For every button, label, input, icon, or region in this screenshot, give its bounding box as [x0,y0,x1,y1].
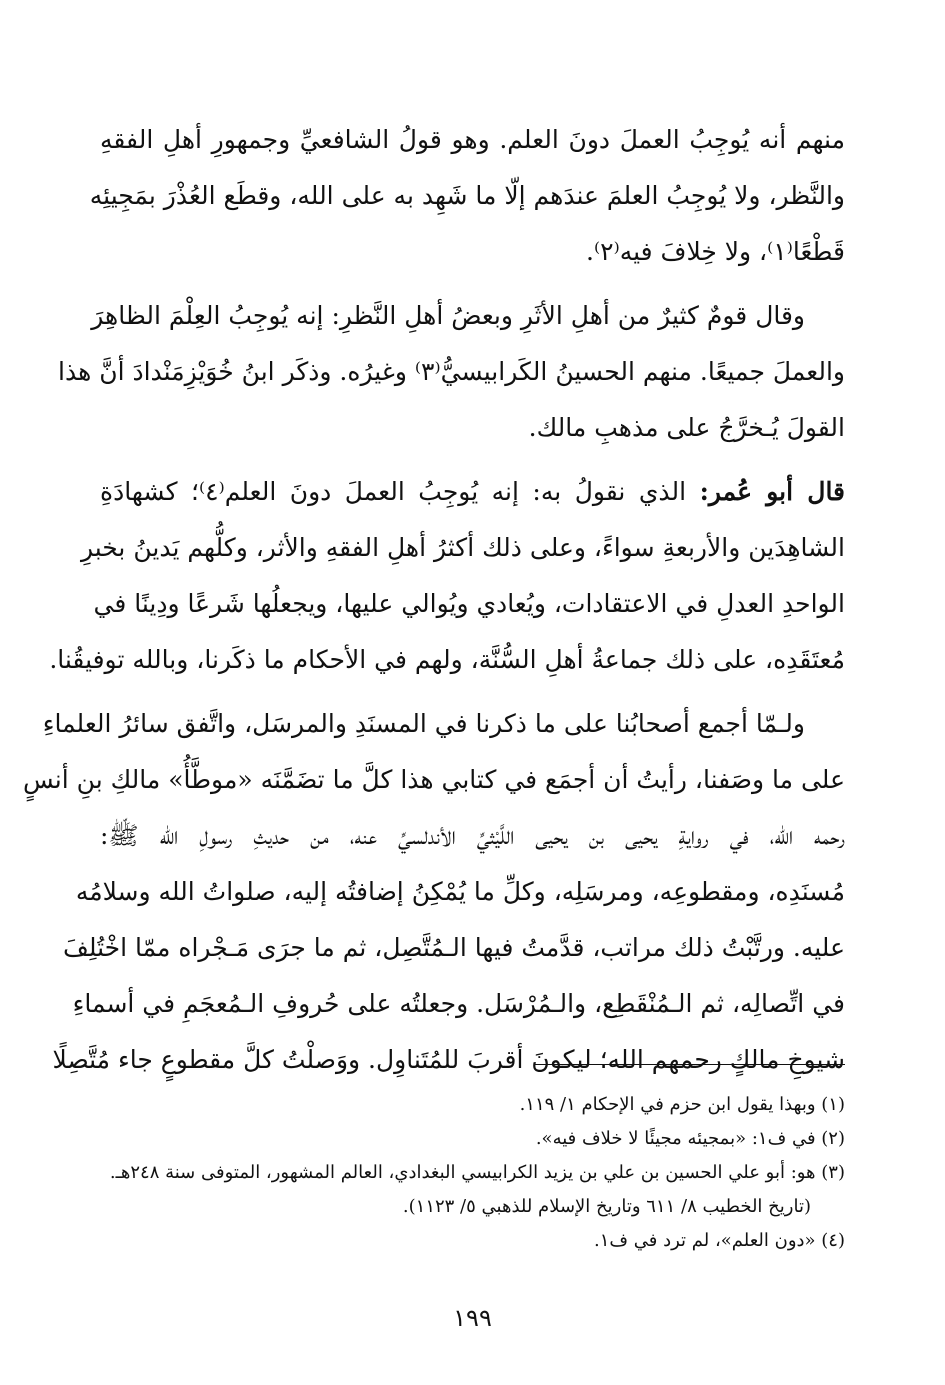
text-line: القولَ يُـخرَّجُ على مذهبِ مالك. [528,413,845,442]
text-line: وقال قومٌ كثيرٌ من أهلِ الأثَرِ وبعضُ أهلِ النَّظرِ: إنه يُوجِبُ العِلْمَ الظاهِرَ [91,301,805,330]
text-line: رحمه الله، في روايةِ يحيى بن يحيى اللَّيْثيِّ الأندلسيِّ عنه، من حديثِ رسولِ الله ﷺ: [100,821,845,850]
author-lead: قال أبو عُمر: [699,477,846,506]
text-line: مُعتَقَدِه، على ذلك جماعةُ أهلِ السُّنَّة، ولهم في الأحكام ما ذكَرنا، وبالله توفيقُنا. [49,645,845,674]
text-line: والعملَ جميعًا. منهم الحسينُ الكَرابيسيُّ⁽٣⁾ وغيرُه. وذكَر ابنُ خُوَيْزِمَنْدادَ أنَّ هذا [58,357,845,386]
text-line: والنَّظر، ولا يُوجِبُ العلمَ عندَهم إلّا ما شَهِد به على الله، وقطَع العُذْرَ بمَجِيئِه [89,181,845,210]
footnote-1: (١) وبهذا يقول ابن حزم في الإحكام ١/ ١١٩. [519,1094,845,1115]
text-line: منهم أنه يُوجِبُ العملَ دونَ العلم. وهو قولُ الشافعيِّ وجمهورِ أهلِ الفقهِ [100,125,845,154]
text-line: على ما وصَفنا، رأيتُ أن أجمَع في كتابي هذا كلَّ ما تضَمَّنَه «موطَّأُ» مالكِ بنِ أنسٍ [22,765,845,794]
text-line: قَطْعًا⁽١⁾، ولا خِلافَ فيه⁽٢⁾. [586,237,845,266]
text-line: الشاهِدَين والأربعةِ سواءً، وعلى ذلك أكثرُ أهلِ الفقهِ والأثر، وكلُّهم يَدينُ بخبرِ [80,533,845,562]
footnote-3-continued: (تاريخ الخطيب ٨/ ٦١١ وتاريخ الإسلام للذهبي ٥/ ١١٢٣). [402,1196,811,1217]
footnote-4: (٤) «دون العلم»، لم ترد في ف١. [593,1230,845,1251]
text-line: ولـمّا أجمع أصحابُنا على ما ذكرنا في المسنَدِ والمرسَل، واتَّفق سائرُ العلماءِ [42,709,805,738]
text-line: شيوخِ مالكٍ رحمهم الله؛ ليكونَ أقربَ للمُتَناوِل. ووَصلْتُ كلَّ مقطوعٍ جاء مُتَّصِلًا [52,1045,845,1074]
footnotes [100,1088,845,1258]
text-span: الذي نقولُ به: إنه يُوجِبُ العملَ دونَ العلم⁽٤⁾؛ كشهادَةِ [100,477,700,506]
text-line: الواحدِ العدلِ في الاعتقادات، ويُعادي ويُوالي عليها، ويجعلُها شَرعًا ودِينًا في [93,589,845,618]
main-text [22,112,846,1088]
footnote-2: (٢) في ف١: «بمجيئه مجيئًا لا خلاف فيه». [535,1128,845,1149]
footnote-3: (٣) هو: أبو علي الحسين بن علي بن يزيد الكرابيسي البغدادي، العالم المشهور، المتوفى سنة ٢٤٨هـ. [109,1162,845,1183]
text-line: في اتِّصالِه، ثم الـمُنْقَطِع، والـمُرْسَل. وجعلتُه على حُروفِ الـمُعجَمِ في أسماءِ [72,989,845,1018]
text-line: مُسنَدِه، ومقطوعِه، ومرسَلِه، وكلِّ ما يُمْكِنُ إضافتُه إليه، صلواتُ الله وسلامُه [75,877,845,906]
text-line [100,464,845,520]
text-line: عليه. ورتَّبْتُ ذلك مراتب، قدَّمتُ فيها الـمُتَّصِل، ثم ما جرَى مَـجْراه ممّا اخْتُلِفَ [62,933,845,962]
page-number: ١٩٩ [453,1304,492,1332]
footnote-divider [535,1064,845,1065]
